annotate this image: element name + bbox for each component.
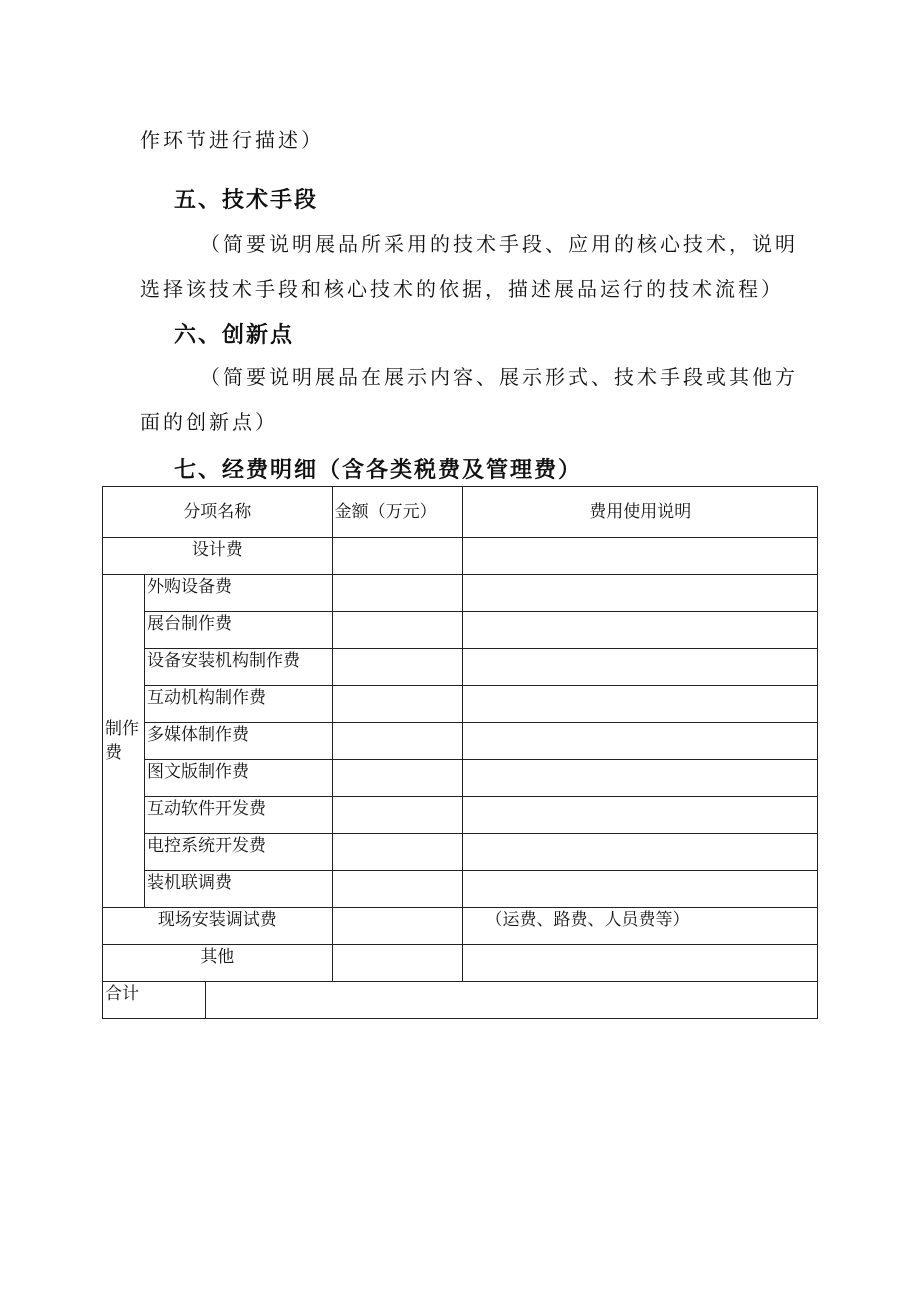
header-item-name: 分项名称: [103, 487, 333, 538]
production-fee-group-label: 制作费: [103, 575, 145, 908]
table-row: [103, 575, 818, 612]
section7-heading: 七、经费明细（含各类税费及管理费）: [174, 458, 583, 483]
amount-cell[interactable]: [332, 686, 463, 723]
note-cell[interactable]: [463, 575, 818, 612]
header-usage-note: 费用使用说明: [463, 487, 818, 538]
amount-cell[interactable]: [332, 871, 463, 908]
table-row: [103, 760, 818, 797]
total-label: 合计: [103, 982, 206, 1019]
note-cell[interactable]: [463, 723, 818, 760]
table-row: [103, 649, 818, 686]
table-header-row: [103, 487, 818, 538]
table-row: [103, 612, 818, 649]
note-cell[interactable]: [463, 871, 818, 908]
amount-cell[interactable]: [332, 834, 463, 871]
amount-cell[interactable]: [332, 760, 463, 797]
note-cell[interactable]: [463, 945, 818, 982]
production-item-label: 外购设备费: [144, 575, 332, 612]
table-row: [103, 686, 818, 723]
note-cell[interactable]: [463, 649, 818, 686]
amount-cell[interactable]: [332, 908, 463, 945]
note-cell[interactable]: [463, 612, 818, 649]
note-cell[interactable]: [463, 686, 818, 723]
production-item-label: 互动机构制作费: [144, 686, 332, 723]
onsite-fee-label: 现场安装调试费: [103, 908, 333, 945]
table-row: [103, 908, 818, 945]
table-row: [103, 834, 818, 871]
other-fee-label: 其他: [103, 945, 333, 982]
note-cell[interactable]: [463, 760, 818, 797]
table-row: [103, 723, 818, 760]
production-item-label: 电控系统开发费: [144, 834, 332, 871]
amount-cell[interactable]: [332, 649, 463, 686]
production-item-label: 装机联调费: [144, 871, 332, 908]
production-item-label: 多媒体制作费: [144, 723, 332, 760]
table-row: [103, 945, 818, 982]
amount-cell[interactable]: [332, 945, 463, 982]
total-value-cell[interactable]: [205, 982, 817, 1019]
amount-cell[interactable]: [332, 797, 463, 834]
table-row: [103, 538, 818, 575]
total-row: [103, 982, 818, 1019]
onsite-fee-note: （运费、路费、人员费等）: [463, 908, 818, 945]
section6-description: （简要说明展品在展示内容、展示形式、技术手段或其他方面的创新点）: [140, 365, 798, 434]
section6-heading: 六、创新点: [174, 323, 295, 348]
amount-cell[interactable]: [332, 575, 463, 612]
production-item-label: 互动软件开发费: [144, 797, 332, 834]
amount-cell[interactable]: [332, 612, 463, 649]
section5-description: （简要说明展品所采用的技术手段、应用的核心技术，说明选择该技术手段和核心技术的依据，描述展品运行的技术流程）: [140, 232, 798, 301]
budget-table: [102, 486, 818, 1019]
note-cell[interactable]: [463, 538, 818, 575]
table-row: [103, 871, 818, 908]
header-amount: 金额（万元）: [332, 487, 463, 538]
amount-cell[interactable]: [332, 538, 463, 575]
amount-cell[interactable]: [332, 723, 463, 760]
production-item-label: 图文版制作费: [144, 760, 332, 797]
production-item-label: 设备安装机构制作费: [144, 649, 332, 686]
note-cell[interactable]: [463, 797, 818, 834]
continuation-text: 作环节进行描述）: [140, 128, 324, 152]
design-fee-label: 设计费: [103, 538, 333, 575]
production-item-label: 展台制作费: [144, 612, 332, 649]
note-cell[interactable]: [463, 834, 818, 871]
section5-heading: 五、技术手段: [174, 188, 319, 213]
table-row: [103, 797, 818, 834]
